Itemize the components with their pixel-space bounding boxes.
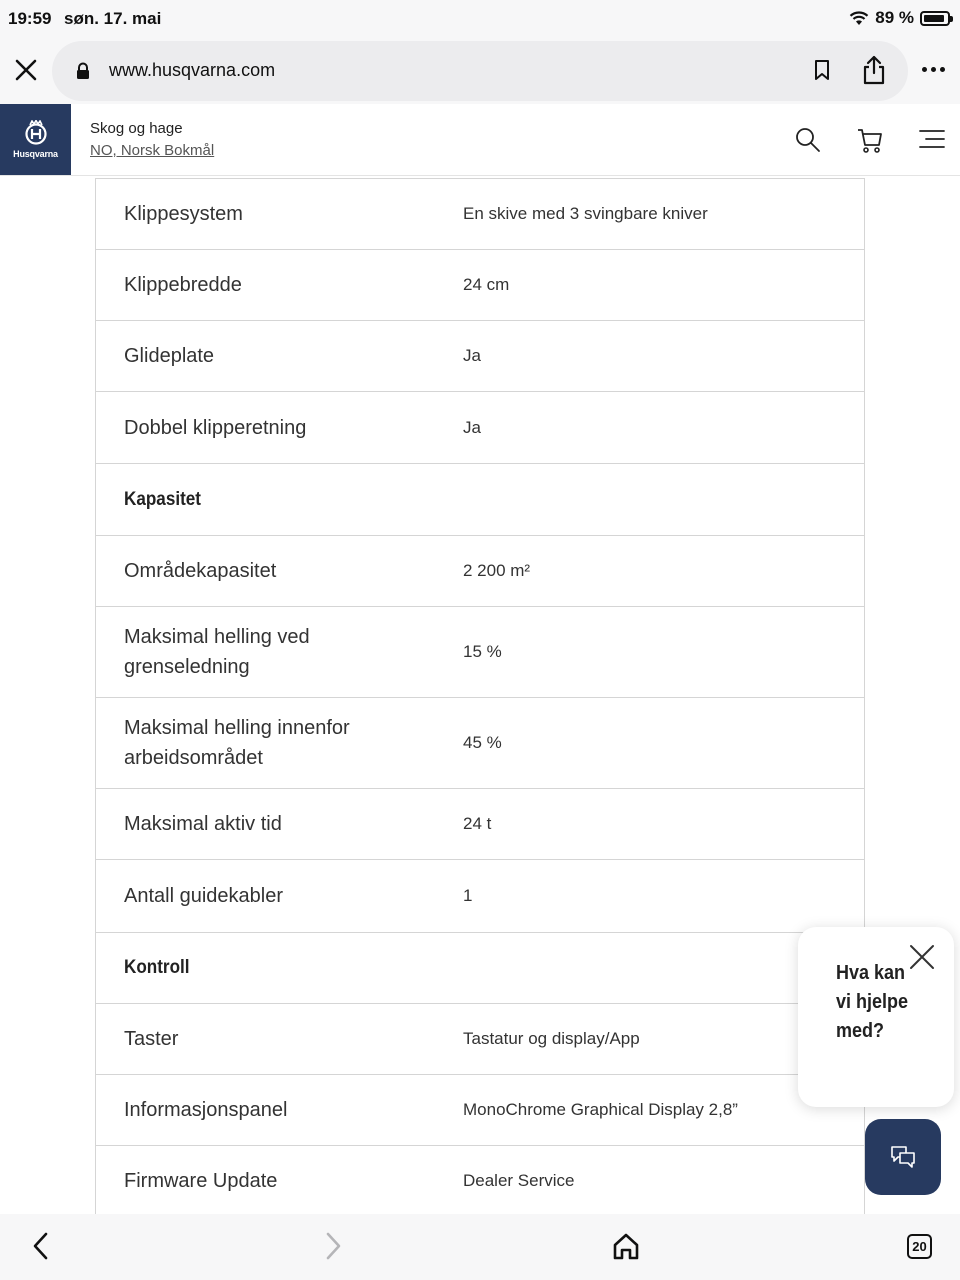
spec-row	[96, 1146, 864, 1214]
spec-label: Informasjonspanel	[124, 1099, 288, 1121]
battery-fill	[924, 15, 944, 22]
chat-button[interactable]	[865, 1119, 941, 1195]
forward-icon[interactable]	[322, 1230, 344, 1262]
spec-label: Maksimal helling ved grenseledning	[124, 626, 310, 678]
spec-value: MonoChrome Graphical Display 2,8”	[463, 1100, 738, 1119]
bookmark-icon[interactable]	[812, 58, 832, 82]
spec-row	[96, 860, 864, 933]
husqvarna-crown-icon	[24, 120, 48, 146]
locale-link[interactable]: NO, Norsk Bokmål	[90, 142, 215, 159]
status-time: 19:59	[8, 9, 52, 28]
battery-icon	[920, 11, 950, 26]
spec-value: Ja	[463, 346, 481, 365]
share-icon[interactable]	[861, 54, 887, 86]
spec-value: 45 %	[463, 733, 502, 752]
spec-label: Maksimal helling innenfor arbeidsområdet	[124, 717, 350, 769]
more-options-icon[interactable]	[922, 67, 945, 72]
browser-bottom-toolbar	[0, 1214, 960, 1280]
lock-icon	[75, 62, 91, 80]
spec-value: 24 cm	[463, 275, 510, 294]
spec-value: Ja	[463, 417, 481, 437]
spec-label: Maksimal aktiv tid	[124, 813, 282, 835]
spec-value: En skive med 3 svingbare kniver	[463, 204, 708, 223]
status-bar	[0, 0, 960, 38]
spec-value: 2 200 m²	[463, 561, 531, 580]
spec-row	[96, 607, 864, 698]
spec-label: Klippebredde	[124, 274, 242, 296]
spec-row	[96, 392, 864, 464]
close-icon[interactable]	[908, 943, 936, 971]
wifi-icon	[849, 11, 869, 26]
spec-label: Dobbel klipperetning	[124, 416, 307, 439]
chat-prompt-popup[interactable]	[798, 927, 954, 1107]
spec-row	[96, 179, 864, 250]
close-icon[interactable]	[10, 54, 42, 86]
search-icon[interactable]	[794, 126, 822, 154]
spec-label: Taster	[124, 1028, 179, 1050]
home-icon[interactable]	[612, 1230, 640, 1262]
spec-row	[96, 1075, 864, 1146]
spec-row	[96, 250, 864, 321]
site-section-title: Skog og hage	[90, 120, 183, 137]
spec-label: Glideplate	[124, 345, 215, 367]
tabs-button[interactable]: 20	[907, 1234, 932, 1259]
spec-value: Tastatur og display/App	[463, 1029, 640, 1048]
cart-icon[interactable]	[856, 126, 884, 154]
status-indicators	[849, 8, 950, 28]
spec-row	[96, 536, 864, 607]
spec-value: 15 %	[463, 642, 502, 661]
section-heading-capacity: Kapasitet	[124, 488, 201, 510]
spec-value: Dealer Service	[463, 1171, 575, 1190]
battery-percent: 89 %	[875, 8, 914, 27]
spec-section-heading	[96, 933, 864, 1004]
status-date: søn. 17. mai	[64, 9, 162, 28]
spec-label: Områdekapasitet	[124, 560, 277, 582]
spec-row	[96, 1004, 864, 1075]
menu-icon[interactable]	[918, 126, 946, 154]
browser-toolbar	[0, 38, 960, 104]
spec-section-heading	[96, 464, 864, 536]
spec-value: 24 t	[463, 814, 492, 833]
spec-row	[96, 698, 864, 789]
specification-table	[95, 178, 865, 1214]
back-icon[interactable]	[30, 1230, 52, 1262]
husqvarna-logo[interactable]	[0, 104, 71, 175]
spec-label: Firmware Update	[124, 1170, 278, 1192]
chat-question-text: Hva kan vi hjelpe med?	[836, 962, 909, 1042]
site-header	[0, 104, 960, 176]
spec-row	[96, 789, 864, 860]
chat-icon	[889, 1143, 917, 1171]
spec-label: Antall guidekabler	[124, 885, 283, 907]
spec-row	[96, 321, 864, 392]
spec-value: 1	[463, 886, 473, 905]
url-text[interactable]: www.husqvarna.com	[109, 60, 276, 80]
logo-text: Husqvarna	[13, 149, 58, 159]
spec-label: Klippesystem	[124, 203, 243, 225]
section-heading-control: Kontroll	[124, 957, 190, 978]
